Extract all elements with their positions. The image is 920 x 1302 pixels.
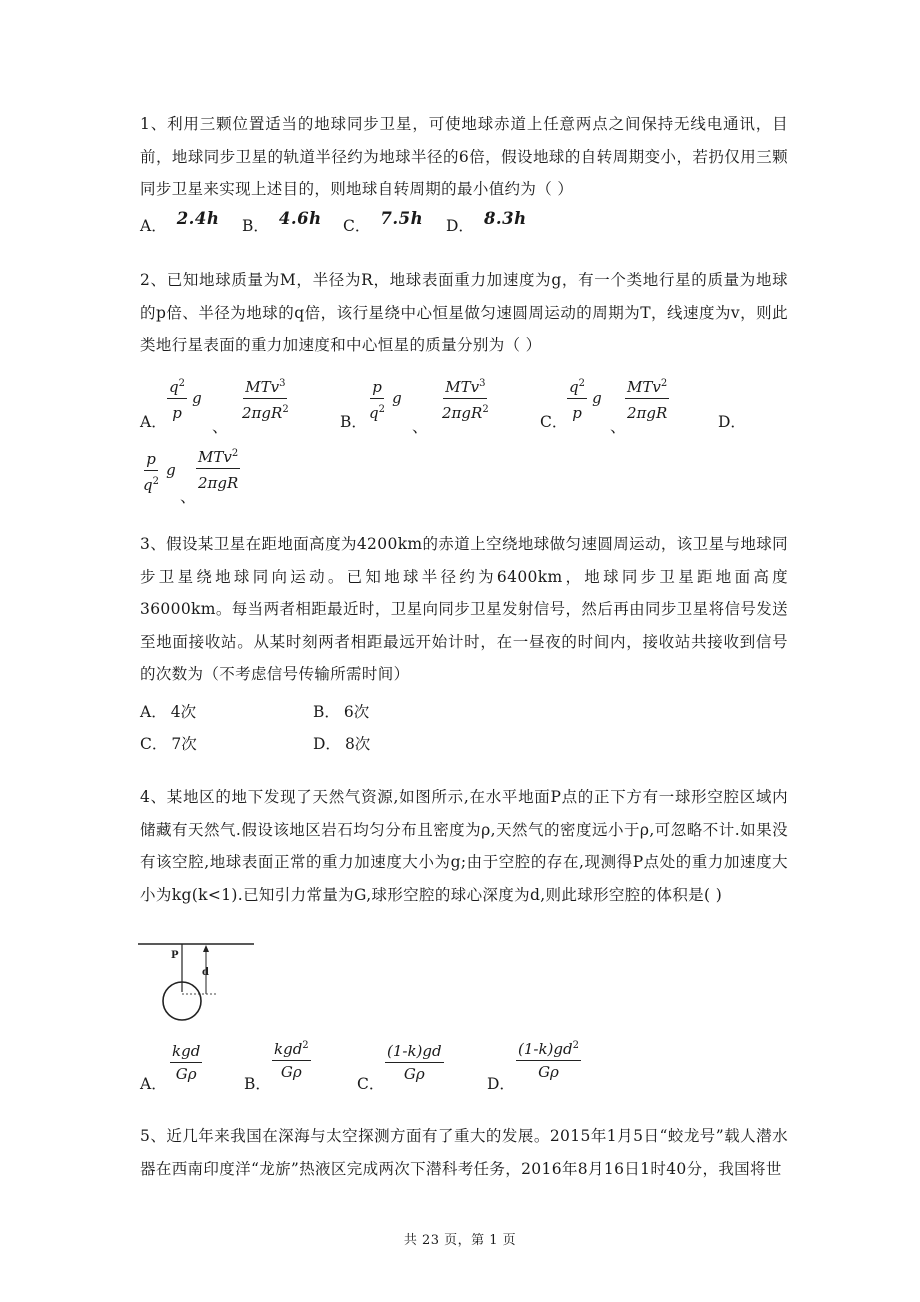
q4-option-c-formula: $\frac{(1-k)gd}{G\rho}$ xyxy=(385,1038,444,1084)
q1-option-d[interactable]: D． 8.3h xyxy=(446,209,527,235)
q3-option-c[interactable]: C． 7次 xyxy=(140,735,197,753)
q2-option-a-formula-2: $\frac{MTv^3}{2\pi gR^2}$ xyxy=(240,374,291,423)
q2-option-b-separator: 、 xyxy=(412,417,429,436)
q4-option-b-formula: $\frac{kgd^2}{G\rho}$ xyxy=(272,1036,311,1082)
cavity-diagram xyxy=(138,940,258,1030)
q4-option-d-label[interactable]: D． xyxy=(487,1075,515,1093)
question-2-text: 2、已知地球质量为M，半径为R，地球表面重力加速度为g，有一个类地行星的质量为地球的p倍、半径为地球的q倍，该行星绕中心恒星做匀速圆周运动的周期为T，线速度为v，则此类地行星表面的重力加速度和中心恒星的质量分别为（ ） xyxy=(140,271,788,354)
question-1-text: 1、利用三颗位置适当的地球同步卫星，可使地球赤道上任意两点之间保持无线电通讯，目前，地球同步卫星的轨道半径约为地球半径的6倍，假设地球的自转周期变小，若扔仅用三颗同步卫星来实现上述目的，则地球自转周期的最小值约为（ ） xyxy=(140,115,788,198)
question-5-text: 5、近几年来我国在深海与太空探测方面有了重大的发展。2015年1月5日“蛟龙号”载人潜水器在西南印度洋“龙旂”热液区完成两次下潜科考任务，2016年8月16日1时40分，我国将世 xyxy=(140,1127,788,1178)
q2-option-a-label[interactable]: A． xyxy=(140,413,167,431)
q4-option-d-formula: $\frac{(1-k)gd^2}{G\rho}$ xyxy=(516,1036,581,1082)
q2-option-b-formula-2: $\frac{MTv^3}{2\pi gR^2}$ xyxy=(440,374,491,423)
q2-option-a-separator: 、 xyxy=(212,417,229,436)
q2-option-c-formula-1: $\frac{q^2}{p}$ g xyxy=(567,374,602,423)
q2-option-d-label[interactable]: D． xyxy=(718,413,746,431)
q2-option-a-formula-1: $\frac{q^2}{p}$ g xyxy=(167,374,202,423)
depth-arrow-head xyxy=(203,945,209,952)
q2-option-b-label[interactable]: B． xyxy=(340,413,367,431)
q2-option-c-separator: 、 xyxy=(610,417,627,436)
q3-option-a[interactable]: A． 4次 xyxy=(140,703,197,721)
q2-option-c-label[interactable]: C． xyxy=(540,413,568,431)
q2-option-b-formula-1: $\frac{p}{q^2}$ g xyxy=(367,374,402,423)
q1-option-b[interactable]: B． 4.6h xyxy=(242,209,322,235)
q3-option-d[interactable]: D． 8次 xyxy=(313,735,371,753)
q2-option-c-formula-2: $\frac{MTv^2}{\text{2πgR}}$ xyxy=(625,374,669,423)
q4-option-a-formula: $\frac{\text{kgd}}{G\rho}$ xyxy=(170,1038,202,1084)
question-4-text: 4、某地区的地下发现了天然气资源,如图所示,在水平地面P点的正下方有一球形空腔区域内储藏有天然气.假设该地区岩石均匀分布且密度为ρ,天然气的密度远小于ρ,可忽略不计.如果没有该空腔,地球表面正常的重力加速度大小为g;由于空腔的存在,现测得P点处的重力加速度大小为kg(k<1).已知引力常量为G,球形空腔的球心深度为d,则此球形空腔的体积是( ) xyxy=(140,788,788,904)
question-3-text: 3、假设某卫星在距地面高度为4200km的赤道上空绕地球做匀速圆周运动，该卫星与地球同步卫星绕地球同向运动。已知地球半径约为6400km，地球同步卫星距地面高度36000km。每当两者相距最近时，卫星向同步卫星发射信号，然后再由同步卫星将信号发送至地面接收站。从某时刻两者相距最远开始计时，在一昼夜的时间内，接收站共接收到信号的次数为（不考虑信号传输所需时间） xyxy=(140,535,788,683)
q1-option-a[interactable]: A． 2.4h xyxy=(140,209,220,235)
q1-option-c[interactable]: C． 7.5h xyxy=(343,209,424,235)
depth-d-label: d xyxy=(202,967,209,978)
q2-option-d-separator: 、 xyxy=(180,487,197,506)
point-p-label: P xyxy=(171,950,179,961)
q4-option-a-label[interactable]: A． xyxy=(140,1075,167,1093)
q2-option-d-formula-2: $\frac{MTv^2}{\text{2πgR}}$ xyxy=(196,444,240,493)
q4-option-b-label[interactable]: B． xyxy=(244,1075,271,1093)
q3-option-b[interactable]: B． 6次 xyxy=(313,703,370,721)
page-footer: 共 23 页，第 1 页 xyxy=(403,1233,517,1248)
q4-option-c-label[interactable]: C． xyxy=(357,1075,385,1093)
q2-option-d-formula-1: $\frac{p}{q^2}$ g xyxy=(141,446,176,495)
